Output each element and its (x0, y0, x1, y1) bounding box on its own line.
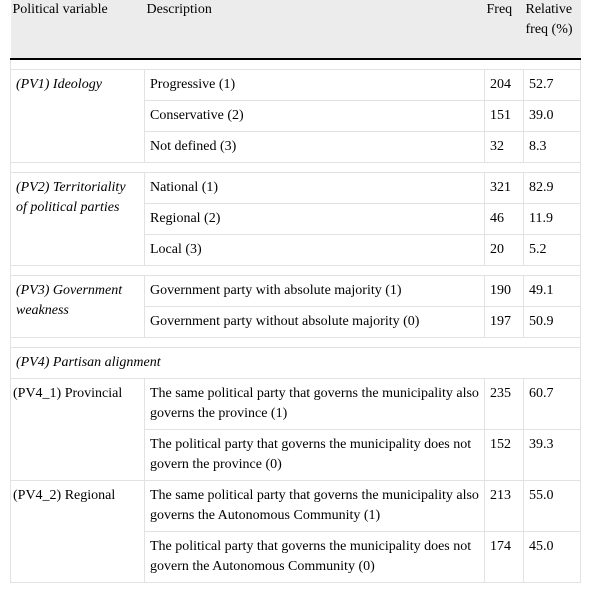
table-row (11, 379, 581, 430)
row-description: Not defined (3) (145, 132, 485, 163)
table-row (11, 481, 581, 532)
row-relative-freq: 60.7 (524, 379, 581, 430)
table-row (11, 70, 581, 101)
row-freq: 151 (485, 101, 524, 132)
pv1-label: (PV1) Ideology (11, 70, 145, 163)
political-variables-table (10, 0, 581, 583)
row-description: National (1) (145, 173, 485, 204)
table-header-row (11, 0, 581, 59)
pv2-label: (PV2) Territoriality of political parties (11, 173, 145, 266)
header-relative-freq: Relative freq (%) (524, 0, 581, 59)
pv4-header-row (11, 348, 581, 379)
row-description: Local (3) (145, 235, 485, 266)
pv3-label: (PV3) Government weakness (11, 276, 145, 338)
pv4-1-label: (PV4_1) Provincial (11, 379, 145, 481)
row-freq: 213 (485, 481, 524, 532)
header-freq: Freq (485, 0, 524, 59)
row-relative-freq: 52.7 (524, 70, 581, 101)
row-freq: 235 (485, 379, 524, 430)
row-freq: 321 (485, 173, 524, 204)
spacer (11, 59, 581, 70)
pv4-2-label: (PV4_2) Regional (11, 481, 145, 583)
spacer (11, 163, 581, 173)
row-freq: 46 (485, 204, 524, 235)
row-freq: 174 (485, 532, 524, 583)
row-relative-freq: 49.1 (524, 276, 581, 307)
row-description: Progressive (1) (145, 70, 485, 101)
row-relative-freq: 11.9 (524, 204, 581, 235)
spacer (11, 338, 581, 348)
spacer (11, 266, 581, 276)
row-description: Government party with absolute majority (1) (145, 276, 485, 307)
row-relative-freq: 8.3 (524, 132, 581, 163)
row-relative-freq: 39.0 (524, 101, 581, 132)
row-relative-freq: 55.0 (524, 481, 581, 532)
table-row (11, 173, 581, 204)
row-description: The political party that governs the municipality does not govern the province (0) (145, 430, 485, 481)
table-row (11, 276, 581, 307)
row-relative-freq: 82.9 (524, 173, 581, 204)
row-description: The same political party that governs the municipality also governs the Autonomous Community (1) (145, 481, 485, 532)
row-description: The political party that governs the municipality does not govern the Autonomous Community (0) (145, 532, 485, 583)
row-freq: 152 (485, 430, 524, 481)
row-freq: 32 (485, 132, 524, 163)
row-relative-freq: 39.3 (524, 430, 581, 481)
row-freq: 197 (485, 307, 524, 338)
row-description: Government party without absolute majority (0) (145, 307, 485, 338)
row-description: Regional (2) (145, 204, 485, 235)
row-freq: 20 (485, 235, 524, 266)
row-freq: 204 (485, 70, 524, 101)
row-relative-freq: 45.0 (524, 532, 581, 583)
header-political-variable: Political variable (11, 0, 145, 59)
row-relative-freq: 50.9 (524, 307, 581, 338)
pv4-label: (PV4) Partisan alignment (11, 348, 581, 379)
row-freq: 190 (485, 276, 524, 307)
header-description: Description (145, 0, 485, 59)
row-description: Conservative (2) (145, 101, 485, 132)
row-description: The same political party that governs the municipality also governs the province (1) (145, 379, 485, 430)
row-relative-freq: 5.2 (524, 235, 581, 266)
